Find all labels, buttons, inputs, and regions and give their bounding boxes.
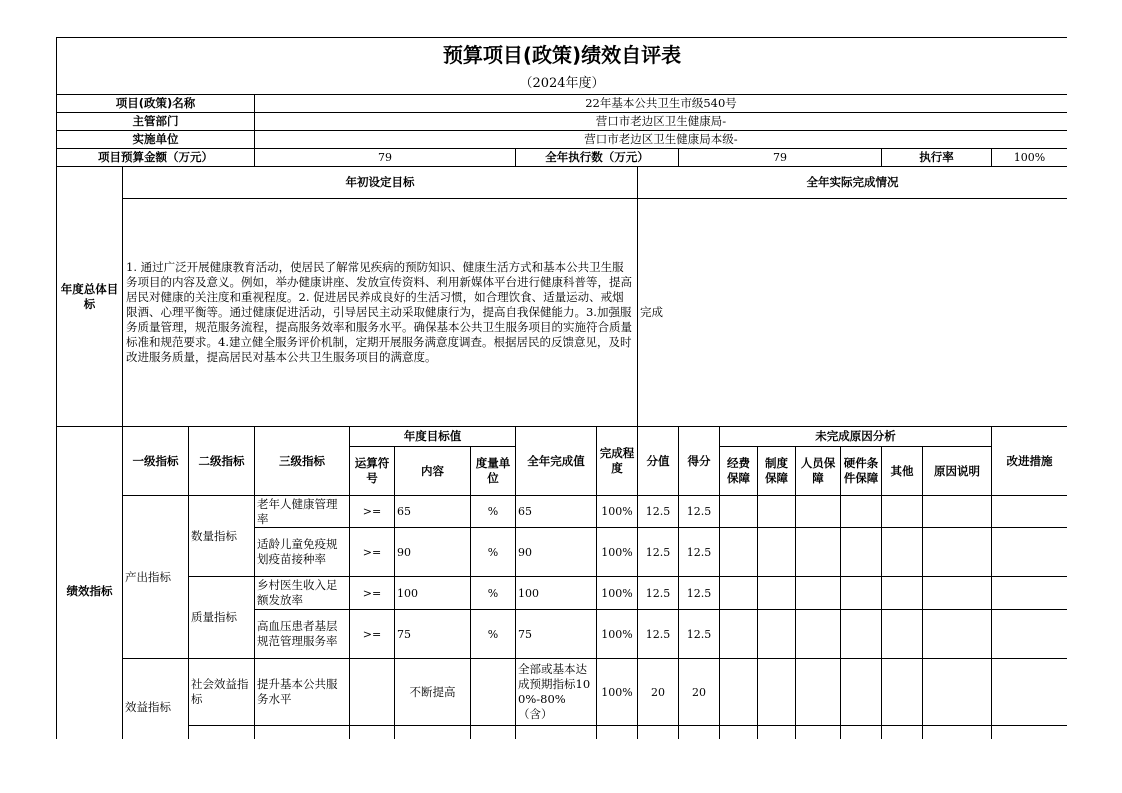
header-improvement: 改进措施 [992,427,1068,496]
annual-goal-label: 年度总体目标 [57,167,123,427]
execution-rate-value: 100% [992,149,1068,167]
completion-cell: 100% [597,528,638,577]
operator-cell: >= [350,610,395,659]
table-row [57,659,1068,726]
budget-amount-label: 项目预算金额（万元） [57,149,255,167]
table-row [57,577,1068,610]
unit-cell: % [471,577,516,610]
level3-cell: 提升基本公共服务水平 [255,659,350,726]
actual-cell: 75 [516,610,597,659]
table-row [57,726,1068,740]
header-level1: 一级指标 [123,427,189,496]
header-other: 其他 [882,447,923,496]
executed-amount-value: 79 [679,149,882,167]
department-value: 营口市老边区卫生健康局- [255,113,1068,131]
header-score-value: 分值 [638,427,679,496]
self-evaluation-sheet [56,37,1067,739]
operator-cell [350,659,395,726]
unit-cell: % [471,496,516,528]
actual-completion-header: 全年实际完成情况 [638,167,1068,199]
executor-label: 实施单位 [57,131,255,149]
value-cell: 12.5 [638,496,679,528]
level3-cell: 乡村医生收入足额发放率 [255,577,350,610]
level3-cell: 高血压患者基层规范管理服务率 [255,610,350,659]
actual-cell: 65 [516,496,597,528]
score-cell: 12.5 [679,496,720,528]
operator-cell: >= [350,496,395,528]
level1-cell: 产出指标 [123,496,189,659]
content-cell: 90 [395,528,471,577]
header-reasons: 未完成原因分析 [720,427,992,447]
department-label: 主管部门 [57,113,255,131]
content-cell: 75 [395,610,471,659]
set-goal-text: 1. 通过广泛开展健康教育活动，使居民了解常见疾病的预防知识、健康生活方式和基本公共卫生服务项目的内容及意义。例如，举办健康讲座、发放宣传资料、利用新媒体平台进行健康科普等，提高居民对健康的关注度和重视程度。2. 促进居民养成良好的生活习惯，如合理饮食、适量运动、戒烟限酒、心理平衡等。通过健康促进活动，引导居民主动采取健康行为，提高自我保健能力。3.加强服务质量管理，规范服务流程，提高服务效率和服务水平。确保基本公共卫生服务项目的实施符合质量标准和规范要求。4.建立健全服务评价机制，定期开展服务满意度调查。根据居民的反馈意见，及时改进服务质量，提高居民对基本公共卫生服务项目的满意度。 [123,199,638,427]
header-content: 内容 [395,447,471,496]
unit-cell: % [471,610,516,659]
page-title: 预算项目(政策)绩效自评表 [57,38,1068,73]
header-level3: 三级指标 [255,427,350,496]
completion-cell: 100% [597,577,638,610]
level1-cell: 效益指标 [123,659,189,740]
report-year: （2024年度） [57,73,1068,95]
table-row [57,496,1068,528]
header-level2: 二级指标 [189,427,255,496]
indicators-label: 绩效指标 [57,427,123,740]
header-score: 得分 [679,427,720,496]
header-hardware: 硬件条件保障 [841,447,882,496]
content-cell: 不断提高 [395,659,471,726]
value-cell: 12.5 [638,528,679,577]
score-cell: 12.5 [679,577,720,610]
header-system: 制度保障 [758,447,796,496]
completion-cell: 100% [597,496,638,528]
header-completion: 完成程度 [597,427,638,496]
level3-cell: 老年人健康管理率 [255,496,350,528]
header-annual-value: 全年完成值 [516,427,597,496]
actual-cell: 全部或基本达成预期指标100%-80%（含） [516,659,597,726]
actual-completion-text: 完成 [638,199,1068,427]
level2-cell: 数量指标 [189,496,255,577]
unit-cell: % [471,528,516,577]
project-name-value: 22年基本公共卫生市级540号 [255,95,1068,113]
value-cell: 20 [638,659,679,726]
header-funding: 经费保障 [720,447,758,496]
operator-cell: >= [350,577,395,610]
header-personnel: 人员保障 [796,447,841,496]
header-explanation: 原因说明 [923,447,992,496]
operator-cell: >= [350,528,395,577]
content-cell: 100 [395,577,471,610]
level2-cell: 质量指标 [189,577,255,659]
level2-cell: 社会效益指标 [189,659,255,726]
completion-cell: 100% [597,659,638,726]
score-cell: 12.5 [679,610,720,659]
actual-cell: 100 [516,577,597,610]
executor-value: 营口市老边区卫生健康局本级- [255,131,1068,149]
header-operator: 运算符号 [350,447,395,496]
execution-rate-label: 执行率 [882,149,992,167]
score-cell: 12.5 [679,528,720,577]
header-unit: 度量单位 [471,447,516,496]
unit-cell [471,659,516,726]
completion-cell: 100% [597,610,638,659]
evaluation-table [56,37,1067,739]
value-cell: 12.5 [638,610,679,659]
score-cell: 20 [679,659,720,726]
project-name-label: 项目(政策)名称 [57,95,255,113]
value-cell: 12.5 [638,577,679,610]
executed-amount-label: 全年执行数（万元） [516,149,679,167]
header-target: 年度目标值 [350,427,516,447]
actual-cell: 90 [516,528,597,577]
content-cell: 65 [395,496,471,528]
budget-amount-value: 79 [255,149,516,167]
set-goal-header: 年初设定目标 [123,167,638,199]
level3-cell: 适龄儿童免疫规划疫苗接种率 [255,528,350,577]
